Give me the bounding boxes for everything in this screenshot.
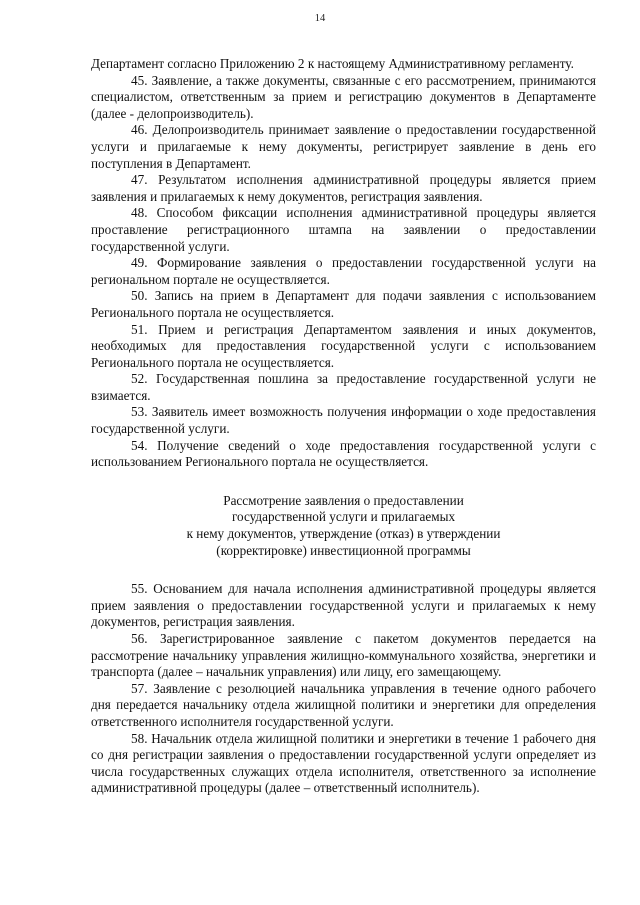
page-number: 14 bbox=[314, 13, 326, 24]
document-body bbox=[91, 56, 596, 797]
paragraph-47: 47. Результатом исполнения административной процедуры является прием заявления и прилагаемых к нему документов, регистрация заявления. bbox=[91, 172, 596, 204]
paragraph-56: 56. Зарегистрированное заявление с пакетом документов передается на рассмотрение начальнику управления жилищно-коммунального хозяйства, энергетики и транспорта (далее – начальник управления) или лицу, его замещающему. bbox=[91, 631, 596, 680]
paragraph-55: 55. Основанием для начала исполнения административной процедуры является прием заявления о предоставлении государственной услуги и прилагаемых к нему документов, регистрация заявления. bbox=[91, 581, 596, 630]
paragraph-51: 51. Прием и регистрация Департаментом заявления и иных документов, необходимых для предоставления государственной услуги с использованием Регионального портала не осуществляется. bbox=[91, 321, 596, 370]
section-heading-line: (корректировке) инвестиционной программы bbox=[216, 542, 471, 558]
paragraph-53: 53. Заявитель имеет возможность получения информации о ходе предоставления государственной услуги. bbox=[91, 404, 596, 437]
section-heading-line: к нему документов, утверждение (отказ) в утверждении bbox=[186, 526, 501, 542]
paragraph-46: 46. Делопроизводитель принимает заявление о предоставлении государственной услуги и прилагаемые к нему документы, регистрирует заявление в день его поступления в Департамент. bbox=[91, 122, 596, 171]
paragraph-54: 54. Получение сведений о ходе предоставления государственной услуги с использованием Регионального портала не осуществляется. bbox=[91, 437, 596, 470]
paragraph-continuation: Департамент согласно Приложению 2 к настоящему Административному регламенту. bbox=[91, 56, 574, 71]
section-heading bbox=[91, 493, 596, 559]
paragraph-50: 50. Запись на прием в Департамент для подачи заявления с использованием Регионального портала не осуществляется. bbox=[91, 288, 596, 320]
paragraph-48: 48. Способом фиксации исполнения административной процедуры является проставление регистрационного штампа на заявлении о предоставлении государственной услуги. bbox=[91, 205, 596, 254]
paragraph-52: 52. Государственная пошлина за предоставление государственной услуги не взимается. bbox=[91, 371, 596, 403]
section-heading-line: государственной услуги и прилагаемых bbox=[231, 509, 456, 525]
section-heading-line: Рассмотрение заявления о предоставлении bbox=[223, 492, 464, 508]
paragraph-57: 57. Заявление с резолюцией начальника управления в течение одного рабочего дня передается начальнику отдела жилищной политики и энергетики для определения ответственного исполнителя государственной услуги. bbox=[91, 680, 596, 729]
paragraph-49: 49. Формирование заявления о предоставлении государственной услуги на региональном портале не осуществляется. bbox=[91, 255, 596, 287]
paragraph-45: 45. Заявление, а также документы, связанные с его рассмотрением, принимаются специалистом, ответственным за прием и регистрацию документов в Департаменте (далее - делопроизводитель). bbox=[91, 72, 596, 121]
paragraph-58: 58. Начальник отдела жилищной политики и энергетики в течение 1 рабочего дня со дня регистрации заявления о предоставлении государственной услуги определяет из числа государственных служащих отдела исполнителя, ответственного за исполнение административной процедуры (далее – ответственный исполнитель). bbox=[91, 730, 596, 796]
